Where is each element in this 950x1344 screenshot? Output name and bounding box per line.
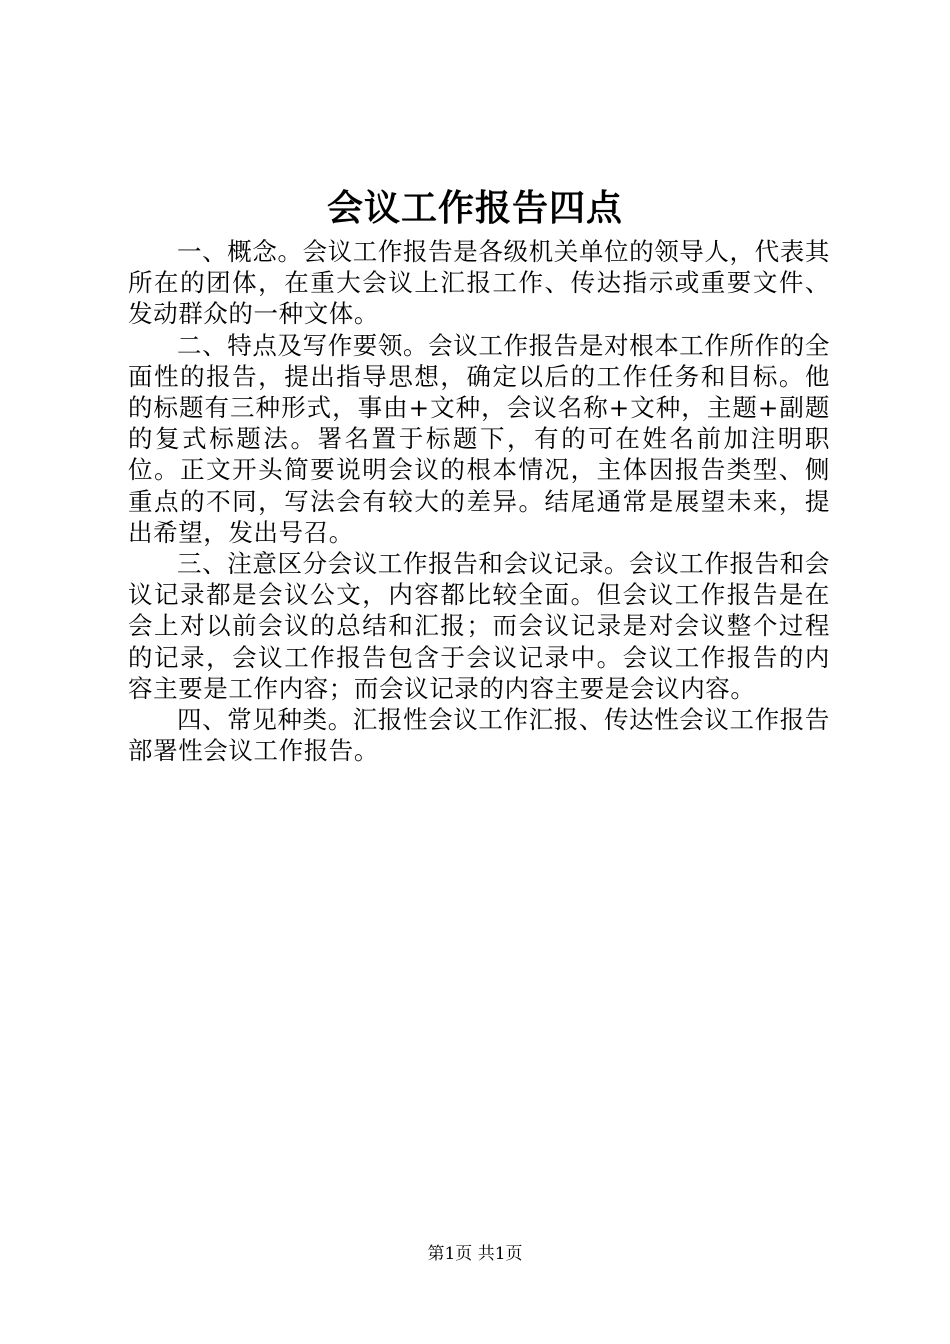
paragraph-distinction: 三、注意区分会议工作报告和会议记录。会议工作报告和会议记录都是会议公文，内容都比较全面。但会议工作报告是在会上对以前会议的总结和汇报；而会议记录是对会议整个过程的记录，会议工作报告包含于会议记录中。会议工作报告的内容主要是工作内容；而会议记录的内容主要是会议内容。 — [128, 549, 830, 703]
page-number-footer: 第1页 共1页 — [427, 1244, 523, 1264]
paragraph-features: 二、特点及写作要领。会议工作报告是对根本工作所作的全面性的报告，提出指导思想，确定以后的工作任务和目标。他的标题有三种形式，事由+文种，会议名称+文种，主题+副题的复式标题法。署名置于标题下，有的可在姓名前加注明职位。正文开头简要说明会议的根本情况，主体因报告类型、侧重点的不同，写法会有较大的差异。结尾通常是展望未来，提出希望，发出号召。 — [128, 330, 830, 547]
paragraph-types: 四、常见种类。汇报性会议工作汇报、传达性会议工作报告部署性会议工作报告。 — [128, 705, 830, 766]
document-body — [128, 236, 830, 766]
paragraph-concept: 一、概念。会议工作报告是各级机关单位的领导人，代表其所在的团体，在重大会议上汇报工作、传达指示或重要文件、发动群众的一种文体。 — [128, 237, 830, 329]
document-title: 会议工作报告四点 — [326, 187, 623, 229]
